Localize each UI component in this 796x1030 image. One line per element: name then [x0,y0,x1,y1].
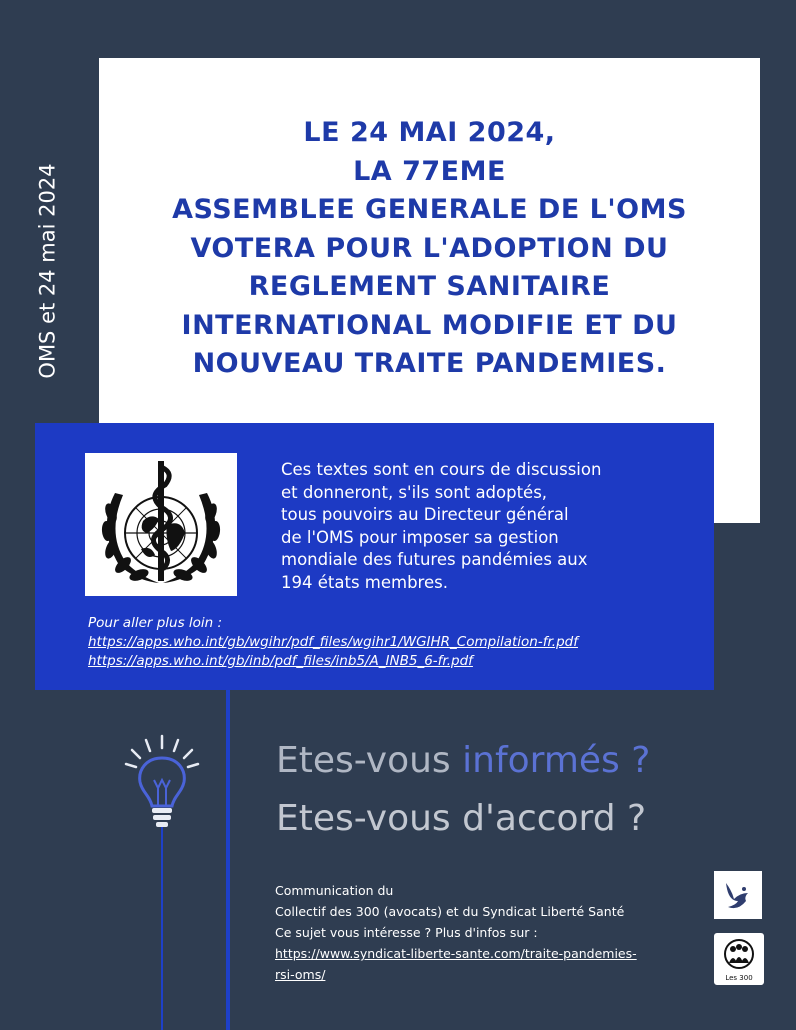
lightbulb-icon [120,732,204,832]
who-emblem-icon [85,453,237,596]
side-label-text: OMS et 24 mai 2024 [36,163,61,379]
question-agree: Etes-vous d'accord ? [276,798,647,839]
collectif-300-logo [714,933,764,985]
question-informed-accent: informés ? [462,740,651,781]
headline [99,114,760,384]
communication-block [275,880,637,985]
dove-icon [714,871,762,919]
info-line: Ces textes sont en cours de discussion [281,460,602,479]
info-line: mondiale des futures pandémies aux [281,550,588,569]
links-intro: Pour aller plus loin : [88,615,223,631]
info-text [281,459,681,594]
collective-300-icon [714,933,764,973]
comm-line: Collectif des 300 (avocats) et du Syndicat Liberté Santé [275,904,625,919]
headline-line: REGLEMENT SANITAIRE [248,271,611,302]
side-label [22,160,74,382]
headline-line: INTERNATIONAL MODIFIE ET DU [181,309,678,341]
inb5-link[interactable]: https://apps.who.int/gb/inb/pdf_files/inb5/A_INB5_6-fr.pdf [88,653,473,669]
syndicat-link[interactable]: https://www.syndicat-liberte-sante.com/traite-pandemies- [275,946,637,961]
headline-line: ASSEMBLEE GENERALE DE L'OMS [172,194,687,225]
links-section [88,614,708,671]
question-informed-prefix: Etes-vous [276,740,463,781]
headline-line: LA 77EME [353,155,506,187]
comm-line: Communication du [275,883,394,898]
info-line: et donneront, s'ils sont adoptés, [281,482,548,502]
syndicat-link-cont[interactable]: rsi-oms/ [275,967,326,982]
syndicat-logo [712,869,764,921]
who-logo [85,453,237,596]
info-line: tous pouvoirs au Directeur général [281,505,569,524]
headline-line: NOUVEAU TRAITE PANDEMIES. [192,348,667,379]
info-line: de l'OMS pour imposer sa gestion [281,527,559,547]
wgihr-link[interactable]: https://apps.who.int/gb/wgihr/pdf_files/wgihr1/WGIHR_Compilation-fr.pdf [88,634,578,650]
info-line: 194 états membres. [281,572,448,592]
vertical-divider [226,690,230,1030]
bulb-cord [161,826,163,1030]
comm-line: Ce sujet vous intéresse ? Plus d'infos sur : [275,925,538,940]
question-informed [276,740,650,781]
collectif-300-label: Les 300 [725,974,753,982]
headline-line: LE 24 MAI 2024, [303,117,556,148]
headline-line: VOTERA POUR L'ADOPTION DU [190,232,669,264]
info-panel [35,423,714,690]
